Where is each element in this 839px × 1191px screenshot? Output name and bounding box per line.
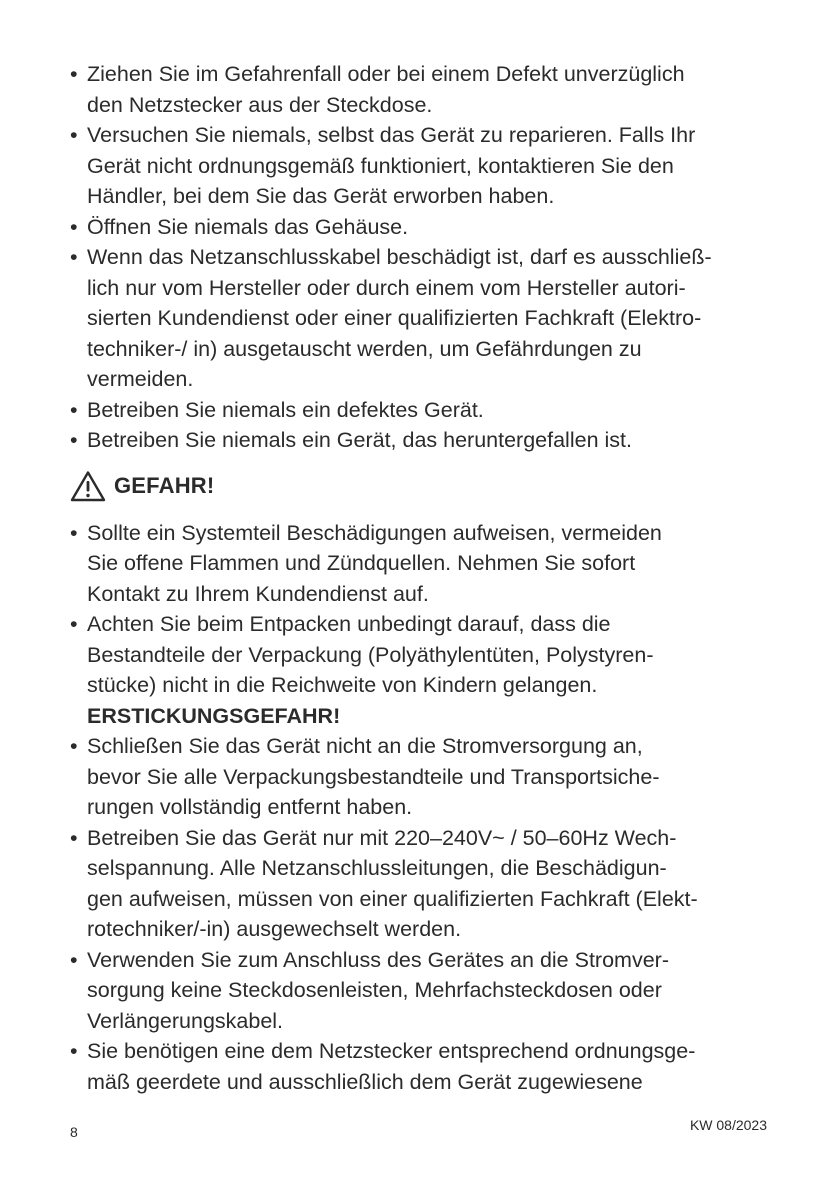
emphasis-warning: ERSTICKUNGSGEFAHR! xyxy=(87,703,341,728)
edition-label: KW 08/2023 xyxy=(689,1117,767,1133)
bullet-marker: • xyxy=(70,1039,78,1063)
list-item-line: Wenn das Netzanschlusskabel beschädigt ist, darf es ausschließ- xyxy=(87,245,712,269)
list-item xyxy=(70,212,780,243)
list-item-line: gen aufweisen, müssen von einer qualifizierten Fachkraft (Elekt- xyxy=(87,886,698,911)
list-item-line: den Netzstecker aus der Steckdose. xyxy=(87,92,433,117)
list-item-line: lich nur vom Hersteller oder durch einem vom Hersteller autori- xyxy=(87,275,686,300)
list-item-line: rotechniker/-in) ausgewechselt werden. xyxy=(87,917,462,941)
list-item xyxy=(70,1036,780,1097)
list-item-line: vermeiden. xyxy=(87,367,194,391)
bullet-marker: • xyxy=(70,62,78,86)
list-item-line: rungen vollständig entfernt haben. xyxy=(87,795,413,819)
bullet-marker: • xyxy=(70,947,78,972)
list-item-line: Sollte ein Systemteil Beschädigungen aufweisen, vermeiden xyxy=(87,520,662,545)
bullet-marker: • xyxy=(70,245,78,269)
list-item-line: Öffnen Sie niemals das Gehäuse. xyxy=(87,214,409,239)
list-item-line: Ziehen Sie im Gefahrenfall oder bei einem Defekt unverzüglich xyxy=(87,62,685,86)
list-item xyxy=(70,59,780,120)
list-item xyxy=(70,120,780,212)
bullet-marker: • xyxy=(70,397,78,422)
list-item-line: mäß geerdete und ausschließlich dem Gerät zugewiesene xyxy=(87,1069,643,1094)
list-item-line: sorgung keine Steckdosenleisten, Mehrfachsteckdosen oder xyxy=(87,978,662,1002)
danger-heading-text: GEFAHR! xyxy=(114,472,215,498)
bullet-marker: • xyxy=(70,428,78,452)
danger-list xyxy=(70,518,780,1098)
list-item-line: Gerät nicht ordnungsgemäß funktioniert, kontaktieren Sie den xyxy=(87,153,674,178)
list-item-line: techniker-/ in) ausgetauscht werden, um Gefährdungen zu xyxy=(87,336,642,361)
list-item-line: Betreiben Sie niemals ein Gerät, das heruntergefallen ist. xyxy=(87,428,632,452)
list-item-line: Betreiben Sie niemals ein defektes Gerät. xyxy=(87,397,484,422)
list-item-line: stücke) nicht in die Reichweite von Kindern gelangen. xyxy=(87,673,598,697)
list-item-line: Händler, bei dem Sie das Gerät erworben haben. xyxy=(87,184,555,208)
list-item-line: bevor Sie alle Verpackungsbestandteile und Transportsiche- xyxy=(87,764,660,789)
list-item-line: Sie benötigen eine dem Netzstecker entsprechend ordnungsge- xyxy=(87,1039,696,1063)
list-item-line: Schließen Sie das Gerät nicht an die Stromversorgung an, xyxy=(87,734,643,758)
list-item xyxy=(70,518,780,610)
safety-list xyxy=(70,59,780,456)
page-number: 8 xyxy=(70,1124,78,1140)
danger-heading xyxy=(70,470,780,502)
list-item-line: Verlängerungskabel. xyxy=(87,1008,284,1033)
document-body xyxy=(70,59,780,1097)
list-item xyxy=(70,609,780,731)
list-item-line: Achten Sie beim Entpacken unbedingt darauf, dass die xyxy=(87,612,611,636)
list-item-line: Versuchen Sie niemals, selbst das Gerät zu reparieren. Falls Ihr xyxy=(87,123,696,147)
list-item-line: Kontakt zu Ihrem Kundendienst auf. xyxy=(87,581,429,606)
list-item-line: Sie offene Flammen und Zündquellen. Nehmen Sie sofort xyxy=(87,551,636,575)
list-item-line: Betreiben Sie das Gerät nur mit 220–240V~ / 50–60Hz Wech- xyxy=(87,825,677,850)
bullet-marker: • xyxy=(70,612,78,636)
list-item xyxy=(70,425,780,456)
list-item xyxy=(70,395,780,426)
list-item xyxy=(70,823,780,945)
bullet-marker: • xyxy=(70,734,78,758)
warning-triangle-icon xyxy=(70,470,106,502)
list-item xyxy=(70,731,780,823)
bullet-marker: • xyxy=(70,825,78,850)
bullet-marker: • xyxy=(70,123,78,147)
bullet-marker: • xyxy=(70,214,78,239)
list-item xyxy=(70,242,780,395)
list-item-line: Verwenden Sie zum Anschluss des Gerätes an die Stromver- xyxy=(87,947,669,972)
list-item xyxy=(70,945,780,1037)
list-item-line: sierten Kundendienst oder einer qualifizierten Fachkraft (Elektro- xyxy=(87,306,702,330)
list-item-line: selspannung. Alle Netzanschlussleitungen, die Beschädigun- xyxy=(87,856,667,880)
list-item-line: Bestandteile der Verpackung (Polyäthylentüten, Polystyren- xyxy=(87,642,654,667)
bullet-marker: • xyxy=(70,520,78,545)
